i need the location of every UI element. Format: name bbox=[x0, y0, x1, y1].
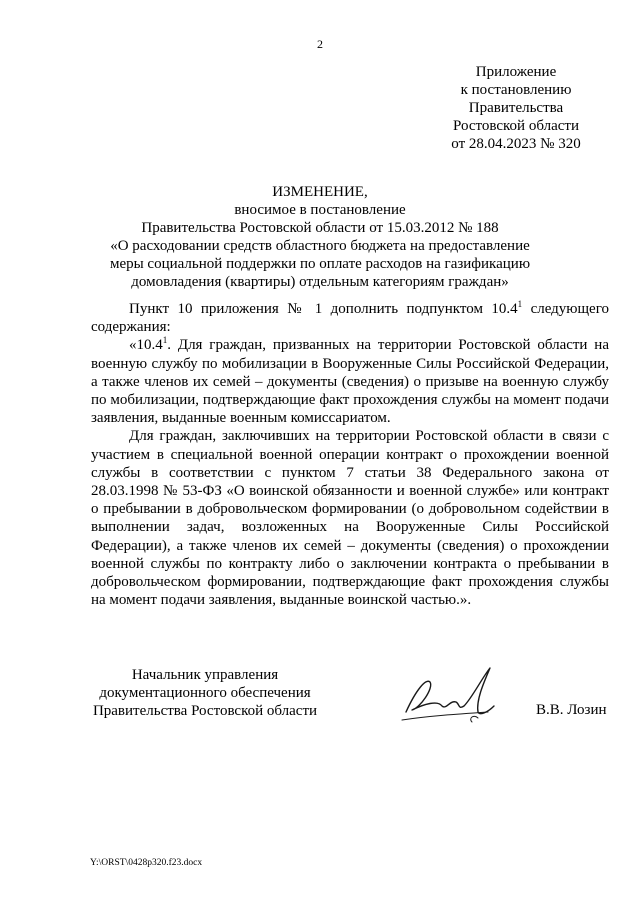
handwritten-signature bbox=[398, 660, 508, 730]
appendix-line: Правительства bbox=[468, 100, 564, 116]
p1-text: Пункт 10 приложения № 1 дополнить подпунктом 10.4 bbox=[129, 301, 518, 317]
appendix-line: к постановлению bbox=[460, 82, 572, 98]
p1-superscript: 1 bbox=[517, 299, 523, 309]
heading-line: домовладения (квартиры) отдельным категориям граждан» bbox=[131, 274, 509, 290]
appendix-line: Приложение bbox=[475, 64, 557, 80]
appendix-line: от 28.04.2023 № 320 bbox=[451, 136, 581, 152]
page-number: 2 bbox=[317, 37, 323, 51]
file-path-footer: Y:\ORST\0428p320.f23.docx bbox=[90, 858, 203, 868]
signatory-title-line: Начальник управления bbox=[131, 667, 279, 683]
p2-text-end: . Для граждан, призванных на территории Ростовской области на военную службу по мобилизации в Вооруженные Силы Российской Федерации, а также членов их семей – документы (сведения) о призыве на военную службу по мобилизации, подтверждающие факт прохождения службы на момент подачи заявления, выданные военным комиссариатом. bbox=[91, 337, 609, 427]
appendix-line: Ростовской области bbox=[453, 118, 579, 134]
body-paragraph-1 bbox=[91, 300, 609, 336]
signatory-title-line: Правительства Ростовской области bbox=[92, 703, 318, 719]
p2-superscript: 1 bbox=[162, 335, 168, 346]
heading-line: меры социальной поддержки по оплате расходов на газификацию bbox=[109, 256, 531, 272]
signatory-title-line: документационного обеспечения bbox=[99, 685, 311, 701]
heading-line: ИЗМЕНЕНИЕ, bbox=[272, 184, 368, 200]
signatory-name: В.В. Лозин bbox=[536, 702, 607, 718]
appendix-block bbox=[440, 63, 592, 153]
p2-text: «10.4 bbox=[129, 337, 163, 354]
body-paragraph-3: Для граждан, заключивших на территории Ростовской области в связи с участием в специальной военной операции контракт о прохождении военной службы в соответствии с пунктом 7 статьи 38 Федерального закона от 28.03.1998 № 53-ФЗ «О воинской обязанности и военной службе» или контракт о пребывании в добровольческом формировании (о добровольном содействии в выполнении задач, возложенных на Вооруженные Силы Российской Федерации), а также членов их семей – документы (сведения) о прохождении военной службы по контракту либо о заключении контракта о пребывании в добровольческом формировании, подтверждающие факт прохождения службы на момент подачи заявления, выданные воинской частью.». bbox=[91, 428, 609, 609]
p1-text-end: следующего содержания: bbox=[91, 301, 609, 336]
heading-line: «О расходовании средств областного бюджета на предоставление bbox=[110, 238, 530, 254]
heading-line: вносимое в постановление bbox=[234, 202, 406, 218]
heading-line: Правительства Ростовской области от 15.03.2012 № 188 bbox=[141, 220, 499, 236]
body-paragraph-2 bbox=[91, 336, 609, 427]
document-heading bbox=[100, 183, 540, 291]
document-body bbox=[91, 300, 609, 609]
signatory-title bbox=[88, 666, 322, 720]
